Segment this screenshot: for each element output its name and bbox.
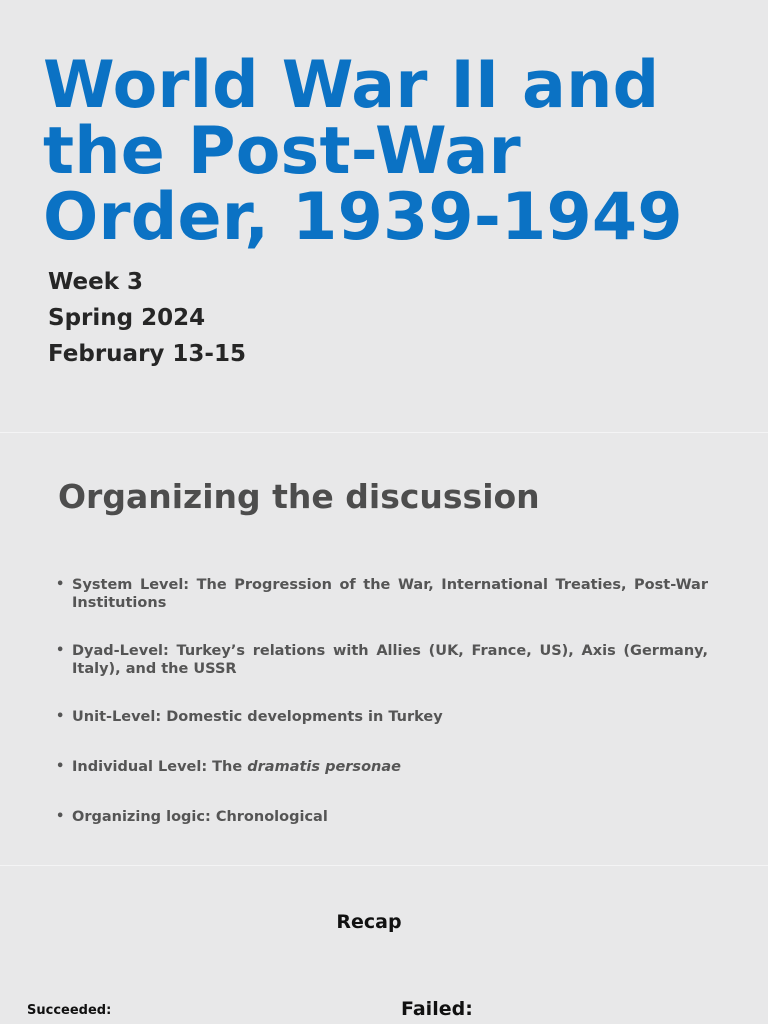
slide-title: [0, 0, 768, 432]
page-title: [43, 48, 743, 255]
list-item: [56, 642, 708, 678]
list-item: [56, 808, 708, 826]
bullet-dot: •: [56, 759, 65, 774]
title-line-2: the Post-War: [43, 114, 521, 189]
bullet-dot: •: [56, 709, 65, 724]
list-item: [56, 576, 708, 612]
succeeded-label: Succeeded:: [27, 1003, 112, 1018]
recap-heading: Recap: [336, 911, 402, 933]
subtitle-block: [48, 264, 246, 372]
subtitle-dates: February 13-15: [48, 341, 246, 367]
list-item: [56, 708, 708, 726]
subtitle-term: Spring 2024: [48, 305, 206, 331]
failed-label: Failed:: [401, 998, 473, 1020]
list-item-text: Organizing logic: Chronological: [72, 809, 328, 825]
list-item-text: System Level: The Progression of the War, International Treaties, Post-War Institutions: [72, 577, 708, 611]
list-item-text: Unit-Level: Domestic developments in Turkey: [72, 709, 443, 725]
title-line-1: World War II and: [43, 48, 660, 123]
bullet-dot: •: [56, 577, 65, 592]
subtitle-week: Week 3: [48, 269, 144, 295]
title-line-3: Order, 1939-1949: [43, 180, 683, 255]
list-item-text-prefix: Individual Level: The: [72, 759, 248, 775]
list-item: [56, 758, 708, 776]
slide-heading: Organizing the discussion: [58, 477, 540, 516]
list-item-text: Dyad-Level: Turkey’s relations with Allies (UK, France, US), Axis (Germany, Italy), and the USSR: [72, 643, 708, 677]
slide-recap: [0, 866, 768, 1024]
bullet-list: [56, 576, 708, 826]
list-item-text-italic: dramatis personae: [247, 759, 401, 775]
bullet-dot: •: [56, 643, 65, 658]
bullet-dot: •: [56, 809, 65, 824]
